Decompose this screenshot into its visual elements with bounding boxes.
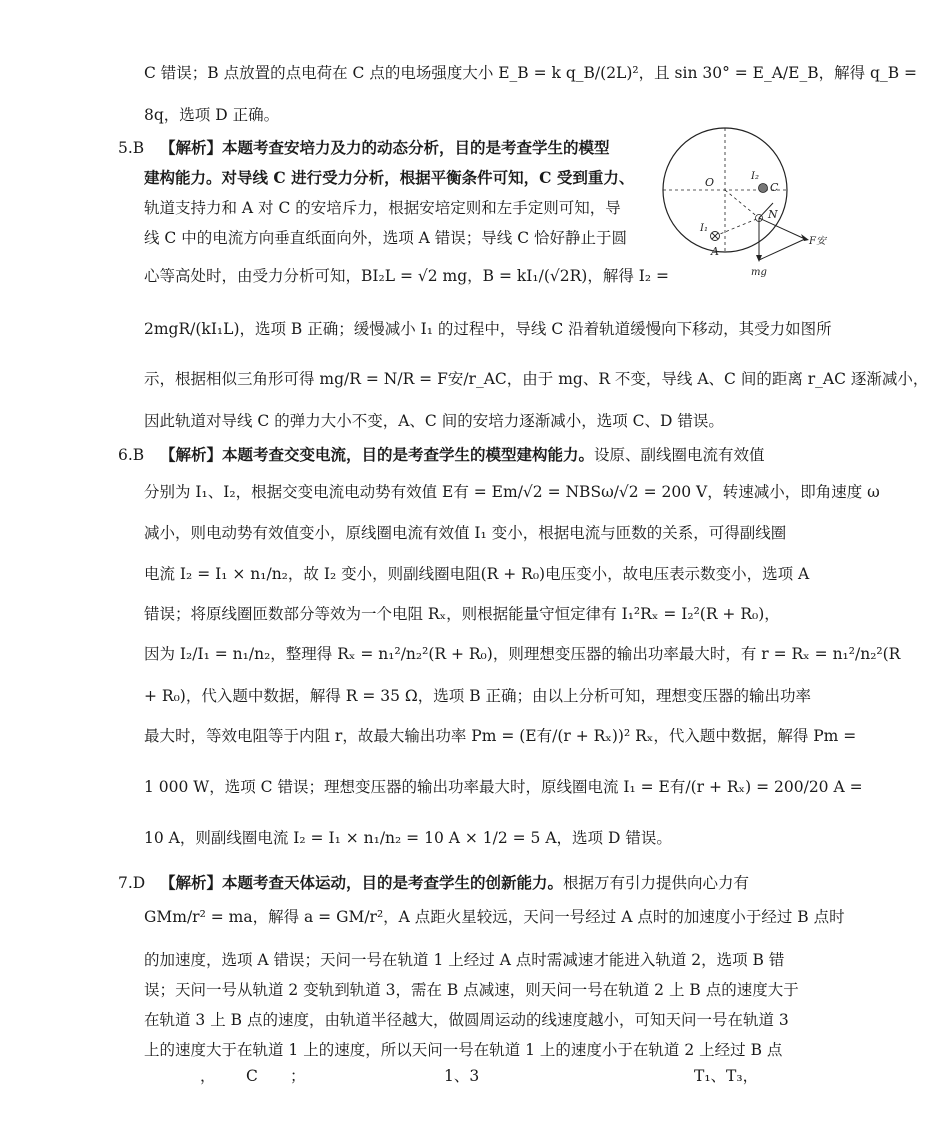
q7-line-1: GMm/r² = ma，解得 a = GM/r²，A 点距火星较远，天问一号经过 A 点时的加速度小于经过 B 点时 [144,908,845,926]
q7-line-2: 的加速度，选项 A 错误；天问一号在轨道 1 上经过 A 点时需减速才能进入轨道 2，选项 B 错 [144,951,785,969]
q5-line-3: 线 C 中的电流方向垂直纸面向外，选项 A 错误；导线 C 恰好静止于圆 [144,229,627,247]
label-a: A [711,245,719,258]
q7-line-5: 上的速度大于在轨道 1 上的速度，所以天问一号在轨道 1 上的速度小于在轨道 2 上经过 B 点 [144,1041,783,1059]
q5-line-4: 心等高处时，由受力分析可知，BI₂L = √2 mg，B = kI₁/(√2R)，解得 I₂ = [144,267,670,285]
footer-fragment-3: ； [290,1067,306,1085]
label-i2: I₂ [751,171,759,182]
triangle-side [759,239,805,260]
wire-c [759,184,768,193]
q5-header: 【解析】本题考查安培力及力的动态分析，目的是考查学生的模型 [160,138,610,157]
radius-dashed [725,190,759,218]
label-i1: I₁ [700,223,708,234]
label-c: C [770,181,779,194]
continuation-line-2: 8q，选项 D 正确。 [144,106,280,124]
label-o: O [705,176,715,189]
q7-number: 7.D [118,874,146,892]
q6-line-3: 电流 I₂ = I₁ × n₁/n₂，故 I₂ 变小，则副线圈电阻(R + R₀)电压变小，故电压表示数变小，选项 A [144,565,810,583]
q5-line-5: 2mgR/(kI₁L)，选项 B 正确；缓慢减小 I₁ 的过程中，导线 C 沿着轨道缓慢向下移动，其受力如图所 [144,320,832,338]
q6-header: 【解析】本题考查交变电流，目的是考查学生的模型建构能力。设原、副线圈电流有效值 [160,445,765,464]
continuation-line-1: C 错误；B 点放置的点电荷在 C 点的电场强度大小 E_B = k q_B/(2L)²，且 sin 30° = E_A/E_B，解得 q_B = [144,64,918,82]
q6-line-9: 10 A，则副线圈电流 I₂ = I₁ × n₁/n₂ = 10 A × 1/2 = 5 A，选项 D 错误。 [144,829,672,847]
q6-number: 6.B [118,446,145,464]
footer-fragment-1: ， [200,1067,216,1085]
label-mg: mg [751,267,767,278]
q6-line-8: 1 000 W，选项 C 错误；理想变压器的输出功率最大时，原线圈电流 I₁ = E有/(r + Rₓ) = 200/20 A = [144,778,863,796]
label-f-an: F安 [809,236,826,247]
q6-line-7: 最大时，等效电阻等于内阻 r，故最大输出功率 Pm = (E有/(r + Rₓ))² Rₓ，代入题中数据，解得 Pm = [144,727,857,745]
q7-line-4: 在轨道 3 上 B 点的速度，由轨道半径越大，做圆周运动的线速度越小，可知天问一号在轨道 3 [144,1011,789,1029]
force-diagram [655,135,835,295]
q5-line-1: 建构能力。对导线 C 进行受力分析，根据平衡条件可知，C 受到重力、 [144,168,635,187]
ac-dashed [715,218,759,236]
q6-line-1: 分别为 I₁、I₂，根据交变电流电动势有效值 E有 = Em/√2 = NBSω/√2 = 200 V，转速减小，即角速度 ω [144,483,880,501]
q6-line-4: 错误；将原线圈匝数部分等效为一个电阻 Rₓ，则根据能量守恒定律有 I₁²Rₓ = I₂²(R + R₀)， [144,605,780,623]
q5-line-7: 因此轨道对导线 C 的弹力大小不变，A、C 间的安培力逐渐减小，选项 C、D 错误。 [144,412,724,430]
q6-line-6: + R₀)，代入题中数据，解得 R = 35 Ω，选项 B 正确；由以上分析可知，理想变压器的输出功率 [144,687,812,705]
footer-fragment-4: 1、3 [444,1067,480,1085]
q5-line-2: 轨道支持力和 A 对 C 的安培斥力，根据安培定则和左手定则可知，导 [144,199,621,217]
footer-fragment-5: T₁、T₃， [694,1067,759,1085]
q6-line-5: 因为 I₂/I₁ = n₁/n₂，整理得 Rₓ = n₁²/n₂²(R + R₀)，则理想变压器的输出功率最大时，有 r = Rₓ = n₁²/n₂²(R [144,645,901,663]
q5-number: 5.B [118,139,145,157]
q6-line-2: 减小，则电动势有效值变小，原线圈电流有效值 I₁ 变小，根据电流与匝数的关系，可得副线圈 [144,524,787,542]
label-n: N [768,208,778,221]
q7-line-3: 误；天问一号从轨道 2 变轨到轨道 3，需在 B 点减速，则天问一号在轨道 2 上 B 点的速度大于 [144,981,799,999]
footer-fragment-2: C [246,1067,258,1085]
q5-line-6: 示，根据相似三角形可得 mg/R = N/R = F安/r_AC，由于 mg、R 不变，导线 A、C 间的距离 r_AC 逐渐减小， [144,370,929,388]
q7-header: 【解析】本题考查天体运动，目的是考查学生的创新能力。根据万有引力提供向心力有 [160,873,750,892]
